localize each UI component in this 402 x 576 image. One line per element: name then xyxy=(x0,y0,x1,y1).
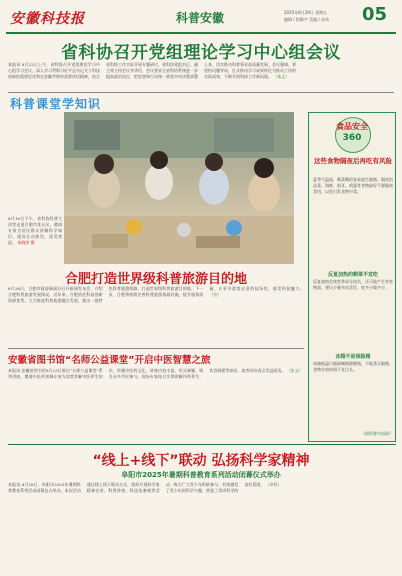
library-body-text: 本报讯 安徽省图书馆8月23日推出“名师公益课堂”系列讲座，邀请中医药领域专家为读者讲解中医养生知识，传播中医药文化。讲座内容丰富，形式新颖，吸引众多市民参与。现场专家结合实例讲解四季养生、饮食调理等知识，读者纷纷表示受益匪浅。 xyxy=(8,368,286,379)
sidebar-q1: 这些食物隔夜后再吃有风险 xyxy=(314,157,392,165)
bottom-rule xyxy=(8,444,396,445)
sidebar-q3: 冰箱不是保险箱 xyxy=(335,354,371,360)
bottom-credit: （阜科） xyxy=(265,482,282,487)
feature-caption-text: 8月16日下午，省科协科普大讲堂走进合肥市某社区，邀请专家为居民群众讲解科学知识，现场互动热烈，深受欢迎。 xyxy=(8,216,62,245)
feature-body-text: 8月26日，合肥市政府新闻办召开新闻发布会，介绍合肥科普旅游发展情况。近年来，合肥依托科技创新资源优势，大力推进科普旅游融合发展，推出一批特色科普旅游线路，打造世界级科普旅游目的地。下一步，合肥将持续完善科普旅游基础设施，提升服务质量，让更多游客走进科技场馆，感受科技魅力。 xyxy=(8,286,304,303)
library-divider xyxy=(8,348,304,349)
classroom-scene-image xyxy=(64,112,294,264)
food-safety-sidebar xyxy=(308,112,396,442)
sidebar-credit: （据科普中国网） xyxy=(361,431,393,436)
lead-headline: 省科协召开党组理论学习中心组会议 xyxy=(61,43,341,63)
bottom-body xyxy=(8,482,396,572)
sidebar-q3-body: 冰箱低温只能抑制细菌繁殖，不能杀灭细菌，食物存放时间不宜过长。 xyxy=(313,361,393,372)
page-number: 05 xyxy=(362,4,388,25)
lead-body-text: 本报讯 8月22日上午，省科协召开党组理论学习中心组学习会议，深入学习贯彻习近平总书记关于科技创新的重要论述和在安徽考察时重要讲话精神，结合省科协工作实际开展专题研讨。省科协党组书记、副主席主持会议并讲话，会议要求全省科协系统进一步提高政治站位，把思想和行动统一到党中央决策部署上来，切实推动科普事业高质量发展。会议强调，要坚持问题导向，扎实推动学习成果转化为推动工作的实际成效，不断开创科协工作新局面。 xyxy=(8,62,296,79)
masthead-rule xyxy=(6,32,396,34)
sidebar-q2: 反复加热的剩菜不宜吃 xyxy=(327,272,378,278)
lead-divider xyxy=(8,92,394,93)
library-headline: 安徽省图书馆“名师公益课堂”开启中医智慧之旅 xyxy=(8,355,211,366)
paper-name-logo: 安徽科技报 xyxy=(10,11,85,27)
lead-body xyxy=(8,62,394,90)
feature-body xyxy=(8,286,304,344)
feature-photo xyxy=(64,112,294,264)
sidebar-title: 食品安全 xyxy=(336,122,368,131)
sidebar-q2-body: 反复加热会使营养成分流失，还可能产生有害物质，建议少量多次烹饪，吃多少做多少。 xyxy=(313,279,393,290)
bottom-headline: “线上+线下”联动 弘扬科学家精神 xyxy=(92,453,310,469)
sidebar-number: 360 xyxy=(342,133,362,143)
editors-line: 编辑 / 程静宇 美编 / 苏伟 xyxy=(284,17,330,22)
bottom-body-text: 本报讯 8月28日，阜阳市2025年暑期科普教育系列活动闭幕仪式举办。本次活动通过线上线下联动方式，组织开展科学家精神宣讲、科普讲座、科技馆参观等活动，吸引广大青少年积极参与，有效激发了青少年的科学兴趣，营造了崇尚科学的良好氛围。 xyxy=(8,482,265,493)
feature-credit: （宣） xyxy=(209,292,222,297)
masthead xyxy=(6,4,396,34)
bottom-subhead: 阜阳市2025年暑期科普教育系列活动闭幕仪式举办 xyxy=(121,471,281,479)
feature-headline: 合肥打造世界级科普旅游目的地 xyxy=(64,272,247,287)
feature-caption xyxy=(8,216,62,260)
library-body xyxy=(8,368,304,438)
date-line: 2025年8月29日 星期五 xyxy=(284,10,328,15)
sidebar-q1-body: 夏季气温高，剩菜剩饭容易滋生细菌。隔夜的凉菜、海鲜、银耳、鸡蛋等食物最好不要隔夜食用，以免引发食物中毒。 xyxy=(313,177,393,194)
library-credit: （张文） xyxy=(286,368,303,373)
feature-caption-credit: 朱晓彤 摄 xyxy=(17,240,35,245)
section-name: 科普安徽 xyxy=(176,11,225,25)
lead-credit: （朱文） xyxy=(273,74,290,79)
feature-banner: 科普课堂学知识 xyxy=(10,97,102,111)
